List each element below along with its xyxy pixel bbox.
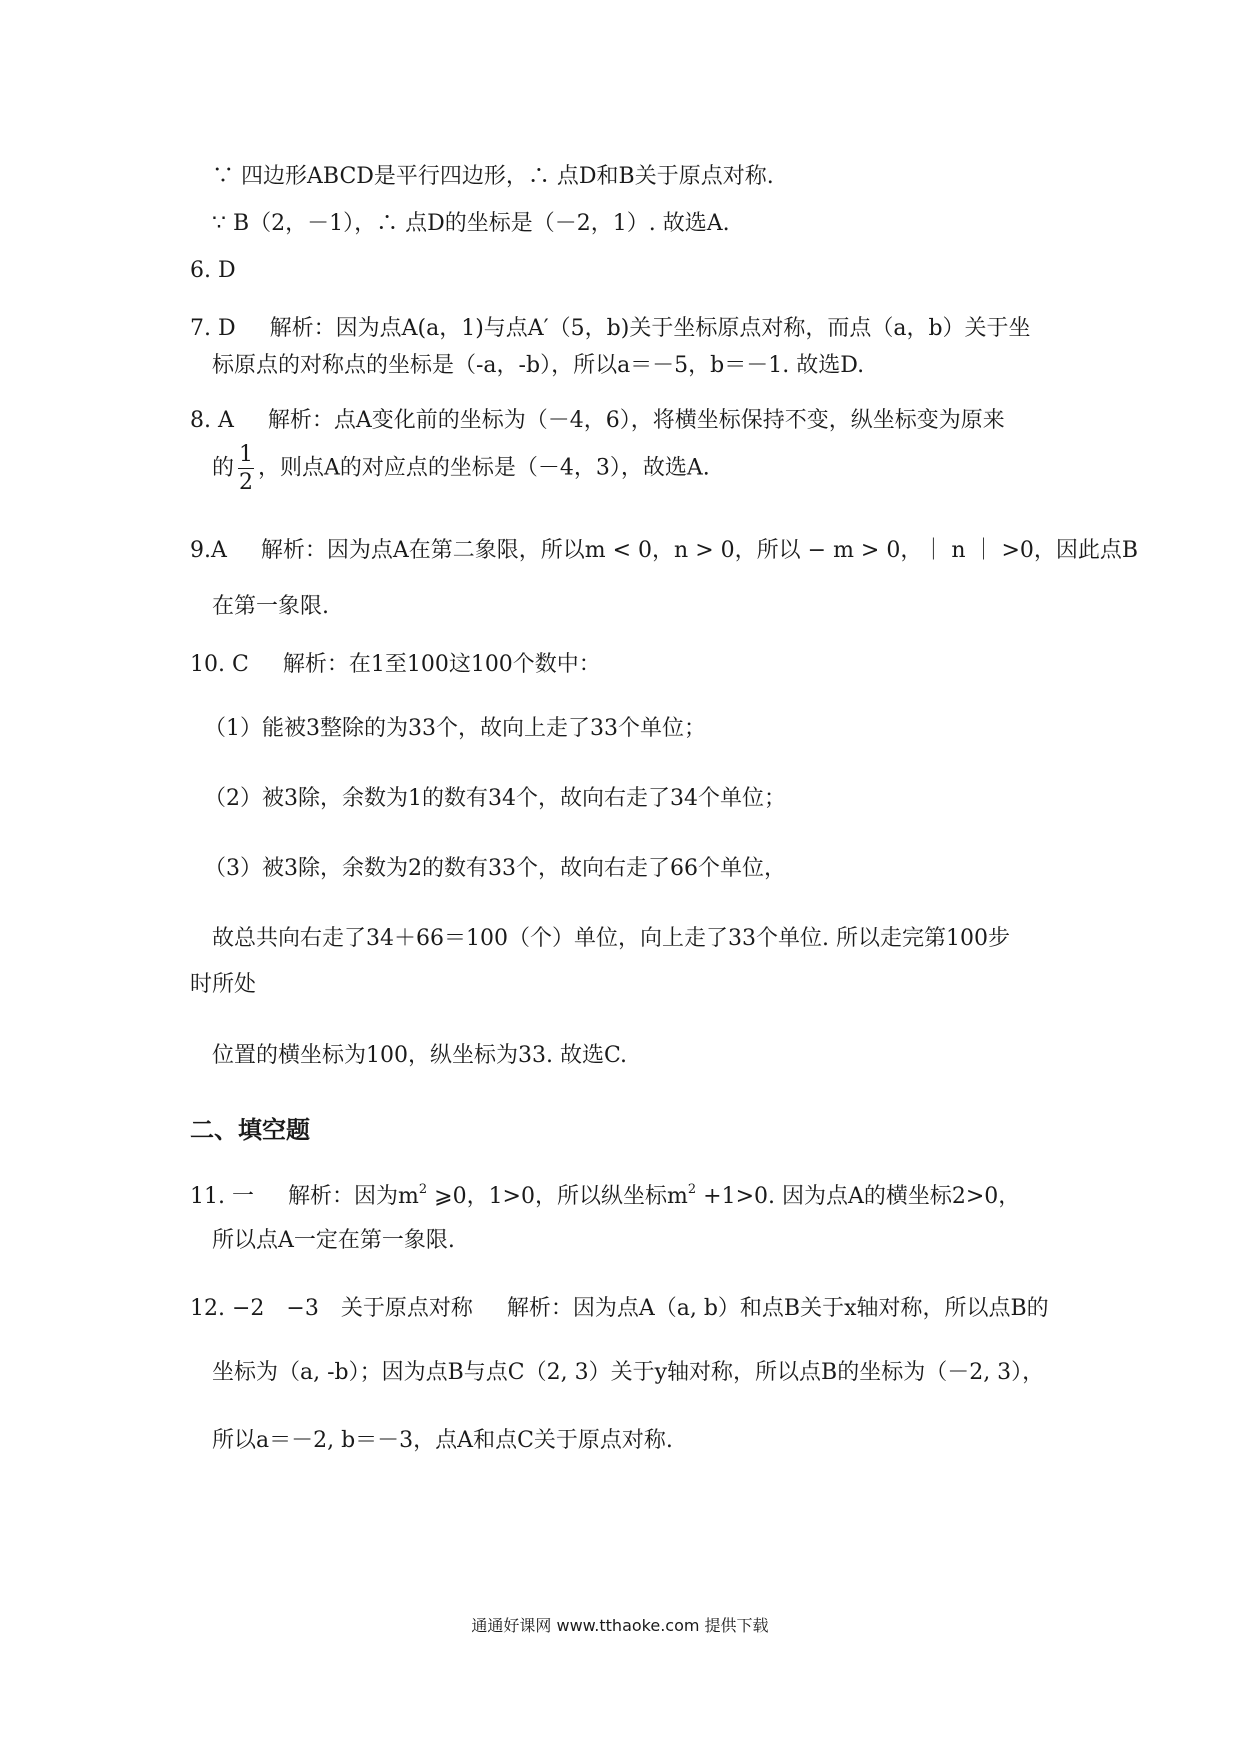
answer-10-case-1: （1）能被3整除的为33个，故向上走了33个单位； [204, 716, 706, 741]
answer-9-line-2: 在第一象限. [212, 594, 329, 619]
answer-7-line-2: 标原点的对称点的坐标是（-a，-b），所以a＝－5，b＝－1. 故选D. [212, 353, 865, 378]
answer-11-mid: ⩾0，1>0，所以纵坐标m [427, 1184, 688, 1209]
fraction-denominator: 2 [239, 470, 254, 496]
line-point-d-coordinate: ∵ B（2，－1），∴ 点D的坐标是（－2，1）. 故选A. [212, 211, 730, 236]
answer-12-line-2: 坐标为（a, -b）；因为点B与点C（2, 3）关于y轴对称，所以点B的坐标为（－2, 3）， [212, 1360, 1045, 1385]
answer-7-line-1 [190, 318, 1031, 340]
answer-6: 6. D [190, 258, 236, 283]
answer-12-line-1 [190, 1298, 1049, 1320]
answer-10-case-2: （2）被3除，余数为1的数有34个，故向右走了34个单位； [204, 786, 786, 811]
answer-10-text-1: 解析：在1至100这100个数中： [282, 652, 601, 677]
answer-11-line-2: 所以点A一定在第一象限. [212, 1228, 455, 1253]
answer-7-text-1: 解析：因为点A(a，1)与点A′（5，b)关于坐标原点对称，而点（a，b）关于坐 [269, 316, 1031, 341]
answer-9-line-1 [190, 540, 1138, 562]
answer-11-sup-2: 2 [687, 1182, 697, 1197]
answer-8-line-1 [190, 410, 1005, 432]
answer-8-pre: 的 [212, 455, 235, 481]
fraction-numerator: 1 [239, 442, 254, 467]
answer-11-sup-1: 2 [418, 1182, 428, 1197]
line-parallelogram: ∵ 四边形ABCD是平行四边形，∴ 点D和B关于原点对称. [212, 164, 774, 189]
answer-9-label: 9.A [190, 538, 227, 563]
answer-10-summary-2: 时所处 [190, 972, 257, 997]
answer-10-label: 10. C [190, 652, 249, 677]
answer-10-line-1 [190, 654, 601, 676]
answer-10-summary-3: 位置的横坐标为100，纵坐标为33. 故选C. [212, 1043, 628, 1068]
answer-8-text-1: 解析：点A变化前的坐标为（－4，6），将横坐标保持不变，纵坐标变为原来 [267, 408, 1005, 433]
fraction-one-half [238, 443, 254, 494]
answer-12-label: 12. −2 −3 关于原点对称 [190, 1296, 473, 1321]
answer-9-text-1: 解析：因为点A在第二象限，所以m < 0，n > 0，所以 − m > 0，｜ n ｜ >0，因此点B [260, 538, 1139, 563]
answer-11-label: 11. 一 [190, 1184, 254, 1209]
answer-8-post: ，则点A的对应点的坐标是（－4，3），故选A. [258, 455, 710, 481]
answer-8-label: 8. A [190, 408, 234, 433]
answer-11-post: +1>0. 因为点A的横坐标2>0， [696, 1184, 1021, 1209]
answer-11-pre: 解析：因为m [287, 1184, 419, 1209]
answer-10-summary-1: 故总共向右走了34＋66＝100（个）单位，向上走了33个单位. 所以走完第100步 [212, 926, 1010, 951]
answer-8-line-2 [212, 443, 710, 494]
section-title-fill-in: 二、填空题 [190, 1116, 310, 1144]
answer-12-text-1: 解析：因为点A（a, b）和点B关于x轴对称，所以点B的 [506, 1296, 1049, 1321]
answer-11-line-1 [190, 1183, 1020, 1208]
fraction-bar [238, 468, 254, 469]
answer-7-label: 7. D [190, 316, 236, 341]
answer-12-line-3: 所以a＝－2, b＝－3，点A和点C关于原点对称. [212, 1428, 673, 1453]
answer-10-case-3: （3）被3除，余数为2的数有33个，故向右走了66个单位， [204, 856, 786, 881]
page-footer: 通通好课网 www.tthaoke.com 提供下载 [471, 1616, 769, 1635]
